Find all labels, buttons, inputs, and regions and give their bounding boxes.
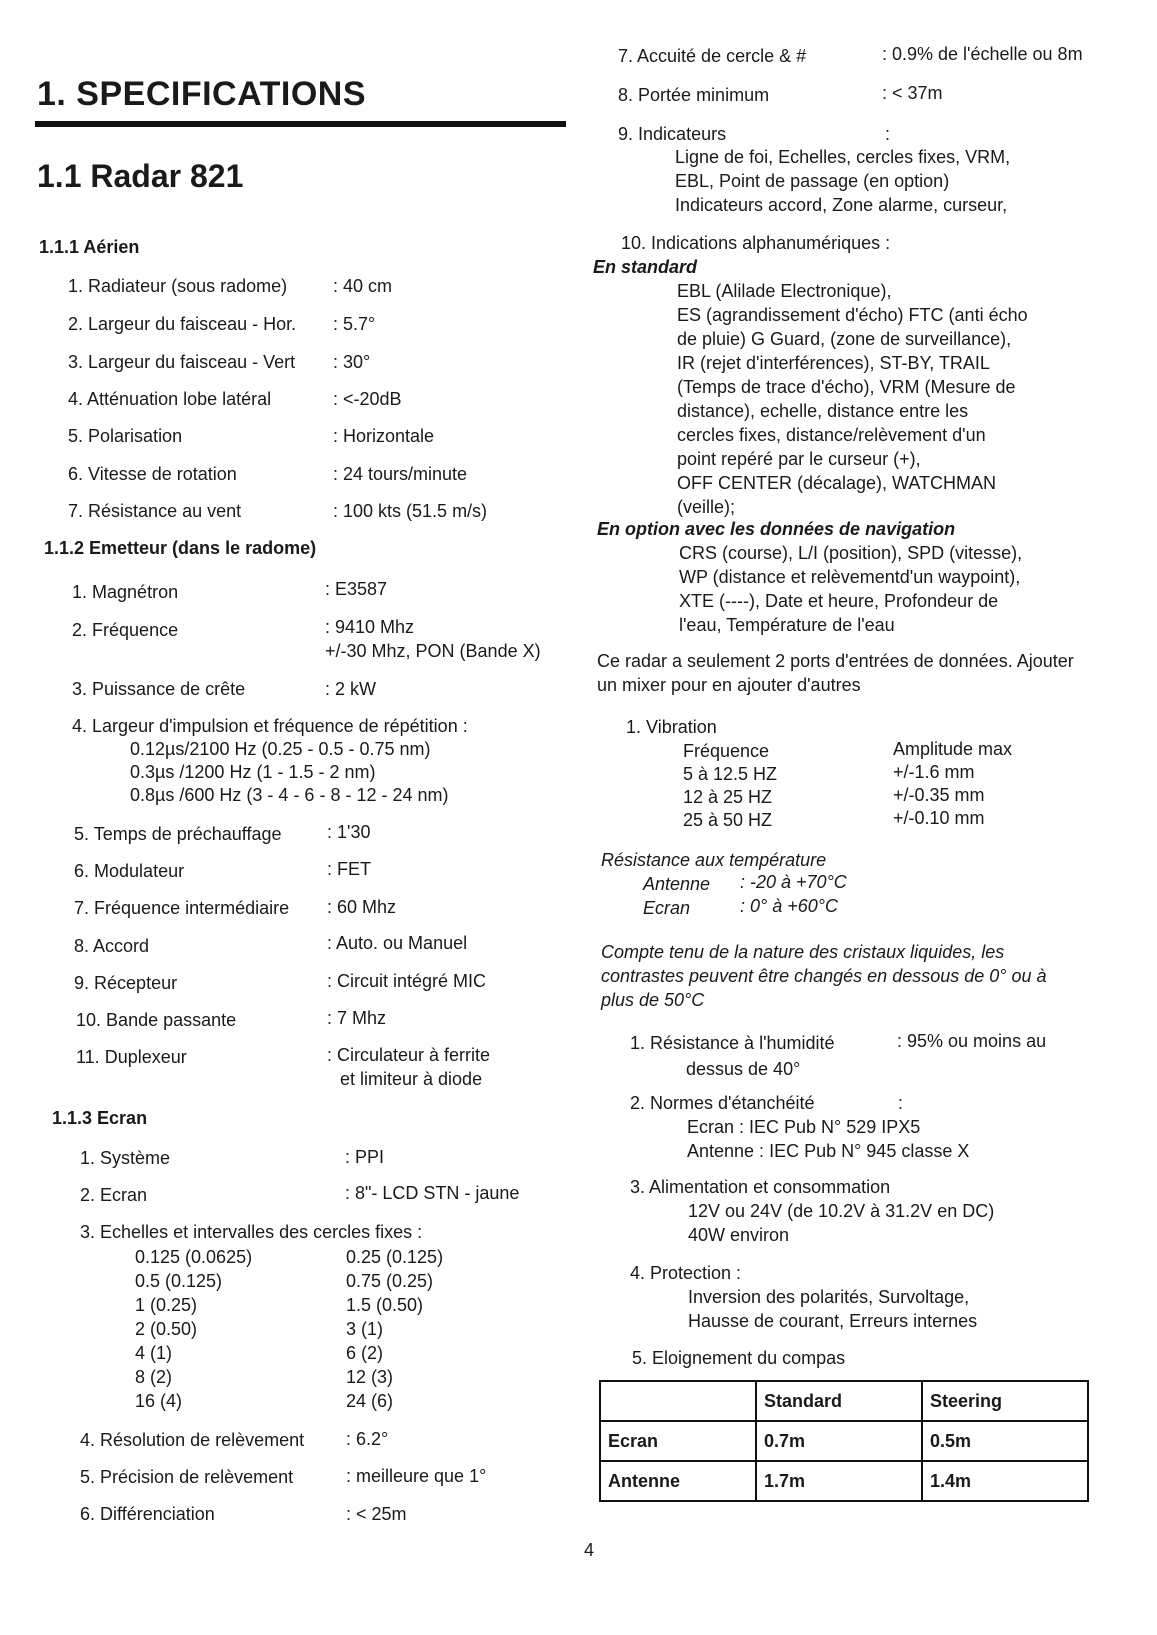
vibration-amp: +/-1.6 mm	[893, 762, 975, 782]
text-line: point repéré par le curseur (+),	[677, 449, 921, 469]
temperature-ecran-value: : 0° à +60°C	[740, 896, 838, 916]
text-line: cercles fixes, distance/relèvement d'un	[677, 425, 986, 445]
list-subline: 0.3µs /1200 Hz (1 - 1.5 - 2 nm)	[130, 762, 376, 782]
table-cell	[600, 1381, 756, 1421]
waterproof-colon: :	[898, 1093, 904, 1113]
list-value: : Circuit intégré MIC	[327, 971, 487, 991]
indicator-line: Indicateurs accord, Zone alarme, curseur,	[675, 195, 1008, 215]
list-value: : 7 Mhz	[327, 1008, 387, 1028]
list-value: : 40 cm	[333, 276, 393, 296]
vibration-label: 1. Vibration	[626, 717, 717, 737]
list-item: 1. Magnétron	[72, 582, 179, 602]
waterproof-label: 2. Normes d'étanchéité	[630, 1093, 815, 1113]
table-header: Steering	[922, 1381, 1088, 1421]
list-item: 4. Résolution de relèvement	[80, 1430, 305, 1450]
list-item: 11. Duplexeur	[76, 1047, 187, 1067]
list-value: : < 37m	[882, 83, 943, 103]
list-value: : <-20dB	[333, 389, 402, 409]
power-label: 3. Alimentation et consommation	[630, 1177, 891, 1197]
list-value: et limiteur à diode	[340, 1069, 483, 1089]
option-heading: En option avec les données de navigation	[597, 519, 956, 539]
table-cell: 0.5m	[922, 1421, 1088, 1461]
ports-note: Ce radar a seulement 2 ports d'entrées de données. Ajouter	[597, 651, 1074, 671]
list-item: 3. Largeur du faisceau - Vert	[68, 352, 296, 372]
text-line: EBL (Alilade Electronique),	[677, 281, 892, 301]
text-line: l'eau, Température de l'eau	[679, 615, 895, 635]
list-value: : Auto. ou Manuel	[327, 933, 468, 953]
scale-value: 1 (0.25)	[135, 1295, 198, 1315]
text-line: XTE (----), Date et heure, Profondeur de	[679, 591, 999, 611]
text-line: (Temps de trace d'écho), VRM (Mesure de	[677, 377, 1016, 397]
humidity-value: dessus de 40°	[686, 1059, 801, 1079]
list-subline: 0.8µs /600 Hz (3 - 4 - 6 - 8 - 12 - 24 nm)	[130, 785, 449, 805]
list-value: : 0.9% de l'échelle ou 8m	[882, 44, 1083, 64]
table-row	[600, 1461, 1088, 1501]
list-value: : meilleure que 1°	[346, 1466, 487, 1486]
text-line: distance), echelle, distance entre les	[677, 401, 969, 421]
scale-value: 0.25 (0.125)	[346, 1247, 444, 1267]
list-value: : Horizontale	[333, 426, 435, 446]
vibration-freq: 25 à 50 HZ	[683, 810, 773, 830]
list-item: 5. Temps de préchauffage	[74, 824, 282, 844]
scale-value: 16 (4)	[135, 1391, 183, 1411]
list-item: 7. Fréquence intermédiaire	[74, 898, 290, 918]
list-item: 8. Accord	[74, 936, 150, 956]
indicator-line: EBL, Point de passage (en option)	[675, 171, 950, 191]
vibration-col-amp: Amplitude max	[893, 739, 1013, 759]
text-line: IR (rejet d'interférences), ST-BY, TRAIL	[677, 353, 990, 373]
list-item: 3. Puissance de crête	[72, 679, 246, 699]
table-row	[600, 1421, 1088, 1461]
protection-line: Inversion des polarités, Survoltage,	[688, 1287, 970, 1307]
table-row	[600, 1381, 1088, 1421]
list-value: : 5.7°	[333, 314, 376, 334]
list-value: : E3587	[325, 579, 388, 599]
page-number: 4	[584, 1540, 595, 1560]
list-value: +/-30 Mhz, PON (Bande X)	[325, 641, 541, 661]
scale-value: 24 (6)	[346, 1391, 394, 1411]
scale-value: 2 (0.50)	[135, 1319, 198, 1339]
list-value: :	[885, 124, 891, 144]
list-value: : FET	[327, 859, 371, 879]
humidity-label: 1. Résistance à l'humidité	[630, 1033, 835, 1053]
protection-line: Hausse de courant, Erreurs internes	[688, 1311, 978, 1331]
lcd-note: plus de 50°C	[601, 990, 705, 1010]
list-value: : < 25m	[346, 1504, 407, 1524]
page-title: 1. SPECIFICATIONS	[37, 75, 367, 113]
list-item: 5. Précision de relèvement	[80, 1467, 294, 1487]
standard-heading: En standard	[593, 257, 698, 277]
list-item: 1. Système	[80, 1148, 171, 1168]
scale-value: 0.75 (0.25)	[346, 1271, 434, 1291]
list-value: : 2 kW	[325, 679, 377, 699]
list-value: : 60 Mhz	[327, 897, 397, 917]
list-item: 4. Atténuation lobe latéral	[68, 389, 272, 409]
lcd-note: contrastes peuvent être changés en dessous de 0° ou à	[601, 966, 1047, 986]
scale-value: 3 (1)	[346, 1319, 384, 1339]
list-item: 8. Portée minimum	[618, 85, 770, 105]
list-value: : 6.2°	[346, 1429, 389, 1449]
list-item: 5. Polarisation	[68, 426, 183, 446]
compass-label: 5. Eloignement du compas	[632, 1348, 846, 1368]
alpha-label: 10. Indications alphanumériques :	[621, 233, 891, 253]
waterproof-ecran: Ecran : IEC Pub N° 529 IPX5	[687, 1117, 921, 1137]
list-item: 4. Largeur d'impulsion et fréquence de répétition :	[72, 716, 468, 736]
list-item: 9. Récepteur	[74, 973, 178, 993]
list-item: 6. Modulateur	[74, 861, 185, 881]
section-title: 1.1 Radar 821	[37, 158, 244, 194]
vibration-col-freq: Fréquence	[683, 741, 770, 761]
vibration-freq: 5 à 12.5 HZ	[683, 764, 778, 784]
list-item: 1. Radiateur (sous radome)	[68, 276, 288, 296]
list-value: : 8"- LCD STN - jaune	[345, 1183, 520, 1203]
emetteur-heading: 1.1.2 Emetteur (dans le radome)	[44, 538, 317, 558]
temperature-antenne-label: Antenne	[643, 874, 711, 894]
list-item: 9. Indicateurs	[618, 124, 727, 144]
text-line: de pluie) G Guard, (zone de surveillance),	[677, 329, 1012, 349]
power-line: 12V ou 24V (de 10.2V à 31.2V en DC)	[688, 1201, 995, 1221]
power-line: 40W environ	[688, 1225, 790, 1245]
aerien-heading: 1.1.1 Aérien	[39, 237, 140, 257]
vibration-amp: +/-0.10 mm	[893, 808, 985, 828]
scale-value: 0.125 (0.0625)	[135, 1247, 253, 1267]
table-header: Standard	[756, 1381, 922, 1421]
list-value: : Circulateur à ferrite	[327, 1045, 491, 1065]
list-item: 6. Différenciation	[80, 1504, 215, 1524]
ports-note: un mixer pour en ajouter d'autres	[597, 675, 861, 695]
temperature-ecran-label: Ecran	[643, 898, 691, 918]
scale-value: 4 (1)	[135, 1343, 173, 1363]
list-item: 2. Largeur du faisceau - Hor.	[68, 314, 297, 334]
title-rule	[35, 121, 566, 127]
list-item: 10. Bande passante	[76, 1010, 237, 1030]
temperature-antenne-value: : -20 à +70°C	[740, 872, 847, 892]
text-line: OFF CENTER (décalage), WATCHMAN	[677, 473, 997, 493]
humidity-value: : 95% ou moins au	[897, 1031, 1047, 1051]
vibration-freq: 12 à 25 HZ	[683, 787, 773, 807]
indicator-line: Ligne de foi, Echelles, cercles fixes, VRM,	[675, 147, 1011, 167]
list-value: : 30°	[333, 352, 371, 372]
protection-label: 4. Protection :	[630, 1263, 742, 1283]
list-value: : 100 kts (51.5 m/s)	[333, 501, 488, 521]
lcd-note: Compte tenu de la nature des cristaux liquides, les	[601, 942, 1005, 962]
table-cell: 1.4m	[922, 1461, 1088, 1501]
scale-value: 8 (2)	[135, 1367, 173, 1387]
text-line: (veille);	[677, 497, 736, 517]
scale-value: 6 (2)	[346, 1343, 384, 1363]
table-row-label: Ecran	[600, 1421, 756, 1461]
list-item: 2. Ecran	[80, 1185, 148, 1205]
scale-value: 12 (3)	[346, 1367, 394, 1387]
text-line: ES (agrandissement d'écho) FTC (anti écho	[677, 305, 1028, 325]
waterproof-antenne: Antenne : IEC Pub N° 945 classe X	[687, 1141, 970, 1161]
vibration-amp: +/-0.35 mm	[893, 785, 985, 805]
list-subline: 0.12µs/2100 Hz (0.25 - 0.5 - 0.75 nm)	[130, 739, 431, 759]
list-item: 7. Accuité de cercle & #	[618, 46, 807, 66]
table-cell: 0.7m	[756, 1421, 922, 1461]
list-item: 6. Vitesse de rotation	[68, 464, 237, 484]
list-value: : 1'30	[327, 822, 371, 842]
list-value: : PPI	[345, 1147, 385, 1167]
scale-value: 1.5 (0.50)	[346, 1295, 424, 1315]
text-line: WP (distance et relèvementd'un waypoint),	[679, 567, 1021, 587]
list-value: : 9410 Mhz	[325, 617, 415, 637]
table-row-label: Antenne	[600, 1461, 756, 1501]
table-cell: 1.7m	[756, 1461, 922, 1501]
temperature-heading: Résistance aux température	[601, 850, 827, 870]
compass-distance-table	[599, 1380, 1089, 1502]
ecran-heading: 1.1.3 Ecran	[52, 1108, 148, 1128]
list-item: 3. Echelles et intervalles des cercles fixes :	[80, 1222, 423, 1242]
list-item: 7. Résistance au vent	[68, 501, 242, 521]
list-value: : 24 tours/minute	[333, 464, 468, 484]
scale-value: 0.5 (0.125)	[135, 1271, 223, 1291]
text-line: CRS (course), L/I (position), SPD (vitesse),	[679, 543, 1023, 563]
list-item: 2. Fréquence	[72, 620, 179, 640]
